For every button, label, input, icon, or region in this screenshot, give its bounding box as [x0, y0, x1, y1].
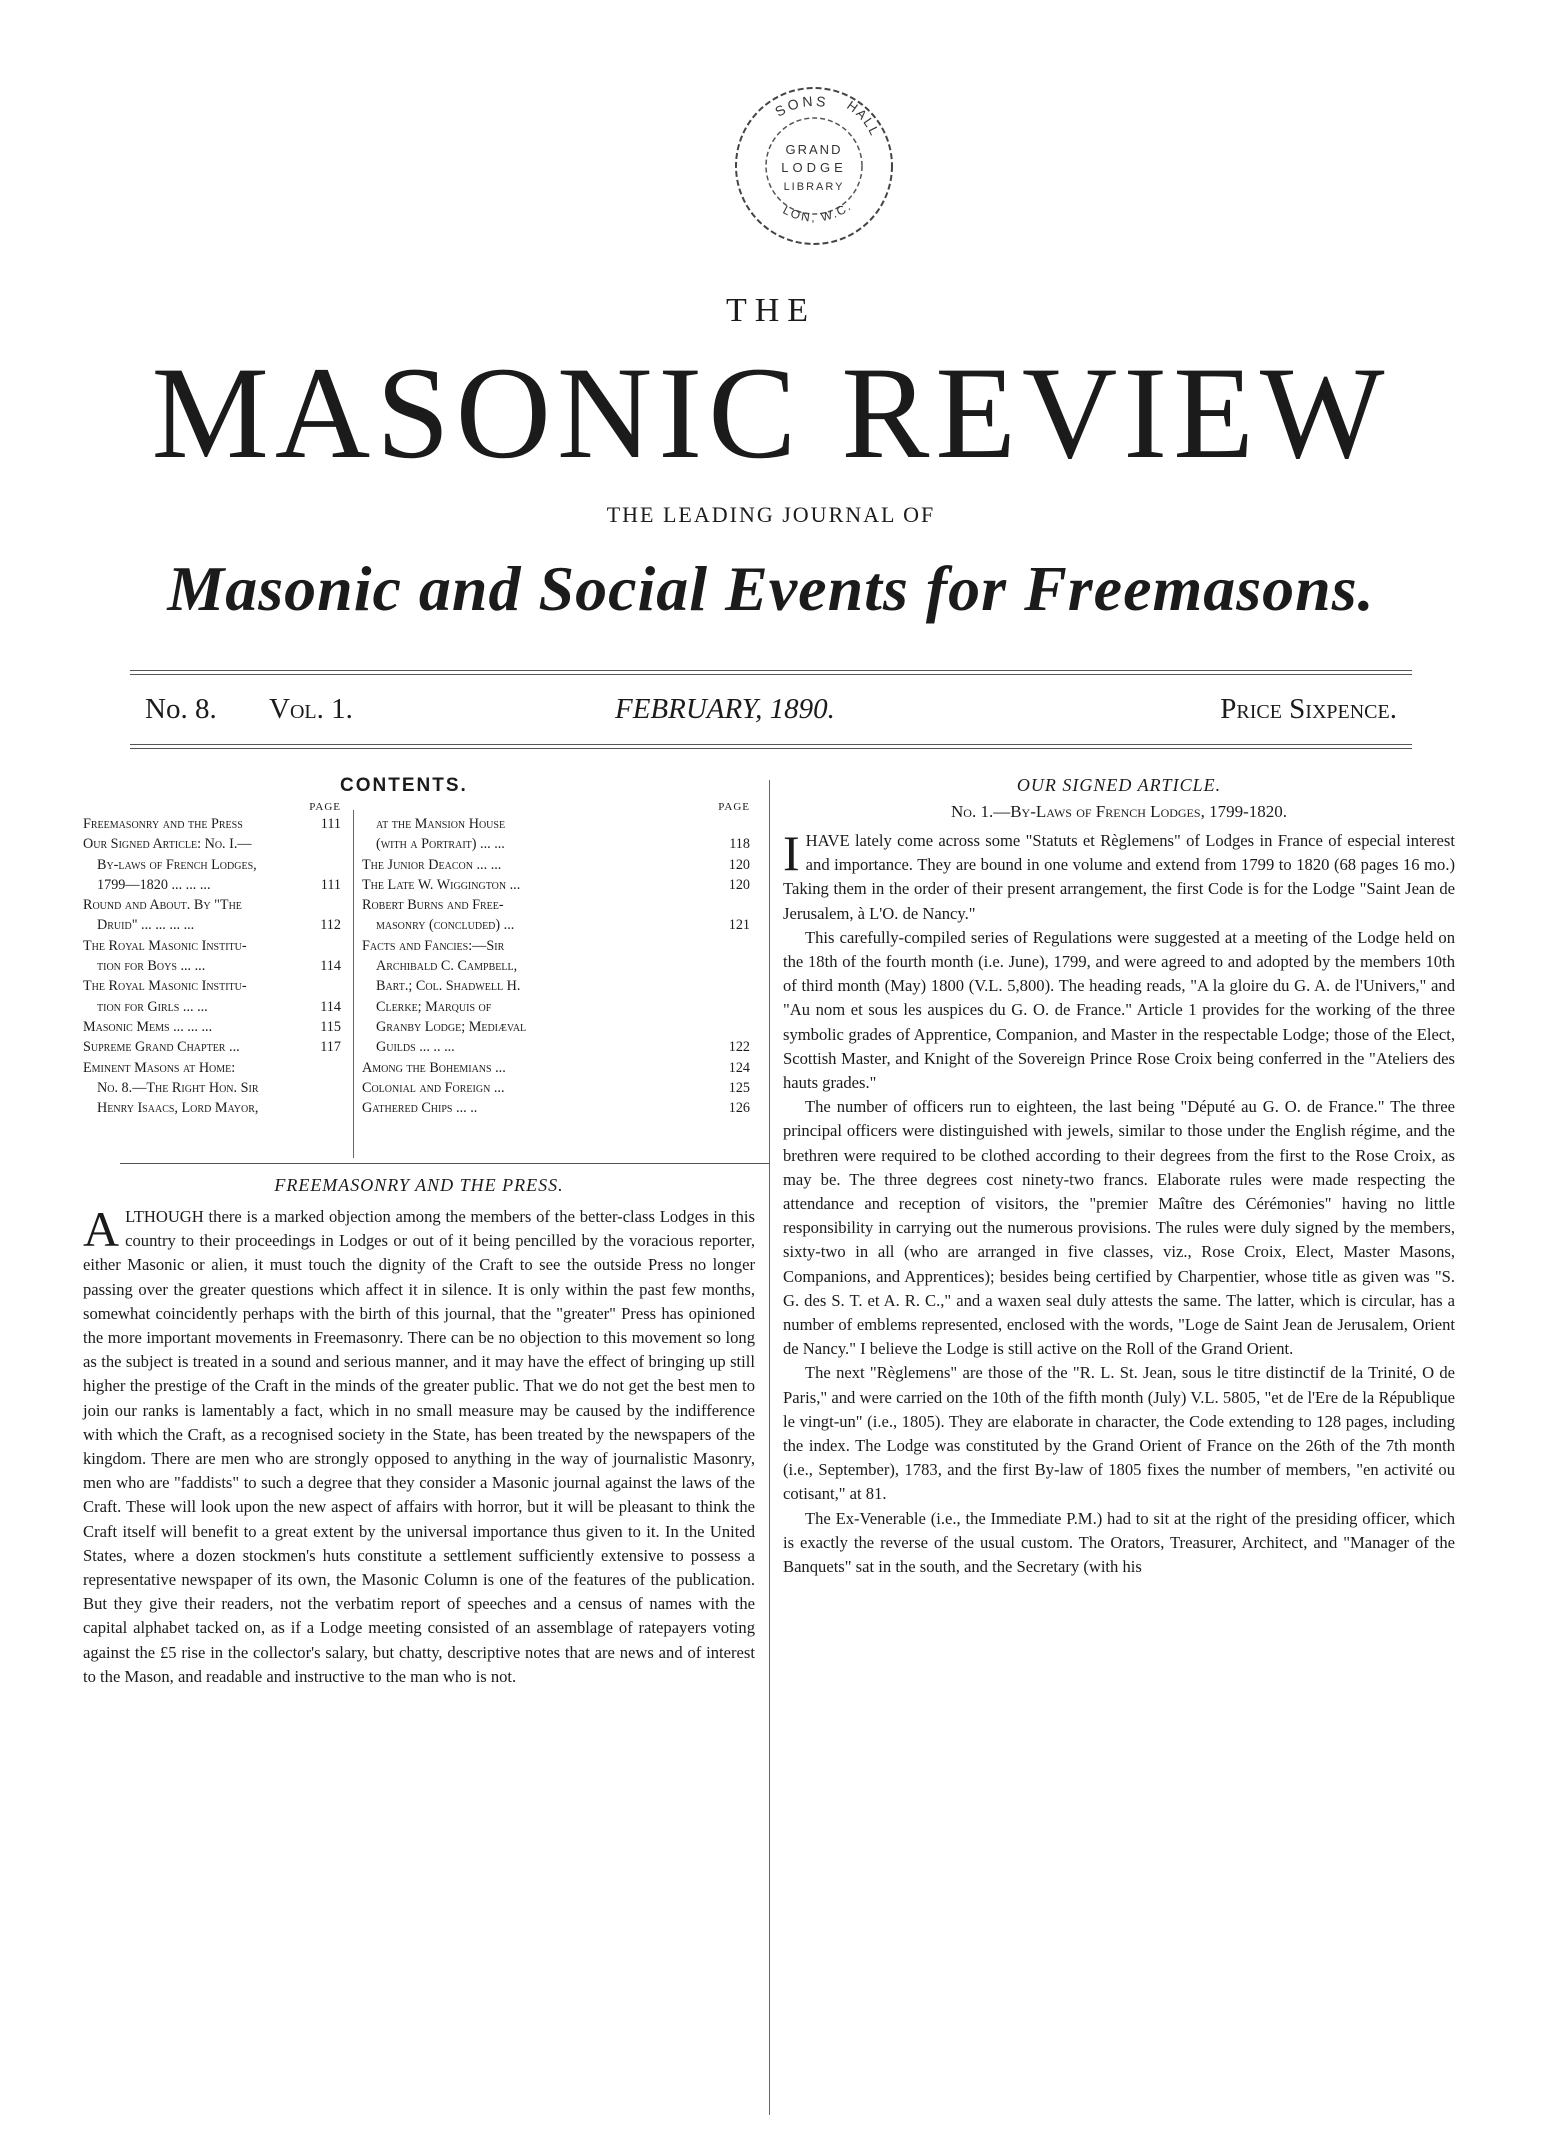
contents-entry: [362, 814, 750, 834]
contents-entry-page: 122: [728, 1039, 750, 1056]
contents-entry-page: [311, 895, 341, 915]
contents-entry-page: [311, 855, 341, 875]
contents-entry: [83, 855, 341, 875]
contents-entry: [362, 855, 750, 875]
masthead-title: MASONIC REVIEW: [151, 339, 1391, 486]
contents-left-column: [83, 800, 341, 1118]
contents-entry-title: tion for Boys ... ...: [97, 958, 206, 975]
contents-entry-title: Druid" ... ... ... ...: [97, 917, 195, 934]
contents-entry-title: at the Mansion House: [376, 816, 506, 832]
left-article-dropcap: A: [83, 1201, 120, 1257]
contents-entry-title: Facts and Fancies:—Sir: [362, 937, 505, 954]
contents-entry: [362, 895, 750, 915]
right-article-subtitle: No. 1.—By-Laws of French Lodges, 1799-1820.: [951, 802, 1287, 821]
contents-entry: [83, 834, 341, 854]
contents-entry-page: 112: [320, 917, 341, 934]
contents-entry-page: [311, 976, 341, 996]
left-article-text: LTHOUGH there is a marked objection among the members of the better-class Lodges in this country to their proceedings in Lodges or out of it being pencilled by the voracious reporter, either Masonic or alien, it must touch the dignity of the Craft to see the outside Press no longer passing over the greater questions which affect it in silence. It is only within the past few months, somewhat coincidently perhaps with the birth of this journal, that the "greater" Press has opinioned the more important movements in Freemasonry. There can be no objection to this movement so long as the subject is treated in a sound and serious manner, and it may have the effect of bringing up still higher the prestige of the Craft in the minds of the greater public. That we do not get the best men to join our ranks is lamentably a fact, which in no small measure may be caused by the indifference with which the Craft, as a recognised society in the State, has been treated by the newspapers of the kingdom. There are men who are strongly opposed to anything in the way of journalistic Masonry, men who are "faddists" to such a degree that they consider a Masonic journal against the laws of the Craft. These will look upon the new aspect of affairs with horror, but it will be pleasant to think the Craft itself will benefit to a great extent by the universal importance thus given to it. In the United States, where a dozen stockmen's huts constitute a settlement sufficiently extensive to possess a representative newspaper of its own, the Masonic Column is one of the features of the publication. But they give their readers, not the verbatim report of speeches and a census of names with the capital alphabet tacked on, as if a Lodge meeting consisted of an assemblage of ratepayers voting against the £5 rise in the collector's salary, but chatty, descriptive notes that are news and of interest to the Mason, and readable and instructive to the man who is not.: [83, 1207, 755, 1686]
contents-entry-page: [311, 936, 341, 956]
contents-entry-title: Masonic Mems ... ... ...: [83, 1018, 213, 1035]
contents-entry: [83, 1098, 341, 1118]
left-article-title: FREEMASONRY AND THE PRESS.: [274, 1175, 564, 1195]
contents-entry: [83, 1017, 341, 1037]
contents-entry-page: [720, 976, 750, 996]
contents-entry: [362, 1078, 750, 1098]
masthead-leading-line: THE LEADING JOURNAL OF: [606, 502, 936, 527]
contents-entry-title: Archibald C. Campbell,: [376, 958, 518, 975]
contents-entry-page: [311, 1058, 341, 1078]
issue-line: [145, 693, 1397, 733]
issue-volume: Vol. 1.: [269, 693, 353, 725]
contents-entry: [362, 834, 750, 854]
issue-price: Price Sixpence.: [1220, 693, 1397, 725]
contents-entry-title: The Late W. Wiggington ...: [362, 876, 521, 893]
contents-entry-page: [720, 895, 750, 915]
contents-entry-page: [311, 1078, 341, 1098]
contents-entry-page: 114: [320, 998, 341, 1015]
svg-text:LON, W.C.: [781, 199, 855, 225]
contents-entry-title: Gathered Chips ... ..: [362, 1100, 478, 1117]
contents-entry-page: [720, 814, 750, 834]
contents-entry: [362, 915, 750, 935]
contents-entry: [362, 936, 750, 956]
right-article-title: OUR SIGNED ARTICLE.: [1016, 775, 1222, 795]
left-article-body: [83, 1201, 755, 1689]
contents-entry-title: 1799—1820 ... ... ...: [97, 876, 211, 893]
right-article-paragraph-4: The next "Règlemens" are those of the "R. L. St. Jean, sous le titre distinctif de la Trinité, O de Paris," and were carried on the 10th of the fifth month (July) V.L. 5805, "et de l'Ere de la République le vingt-un" (i.e., 1805). They are elaborate in character, the Code extending to 128 pages, including the index. The Lodge was constituted by the Grand Orient of France on the 26th of the 7th month (i.e., September), 1783, and the first By-law of 1805 fixes the number of members, "en activité ou cotisant," at 81.: [783, 1363, 1455, 1504]
stamp-center-line-3: LIBRARY: [783, 181, 845, 193]
contents-entry-title: Colonial and Foreign ...: [362, 1079, 505, 1096]
contents-entry: [362, 976, 750, 996]
contents-page-label: PAGE: [309, 801, 341, 813]
contents-entry: [362, 997, 750, 1017]
contents-entry-title: Freemasonry and the Press: [83, 816, 243, 832]
svg-text:SONS: [772, 93, 830, 120]
issue-date: FEBRUARY, 1890.: [615, 693, 835, 725]
contents-entry: [83, 1037, 341, 1057]
masthead-subtitle: Masonic and Social Events for Freemasons.: [167, 553, 1375, 624]
contents-entry-page: 118: [729, 836, 750, 853]
right-article-dropcap: I: [783, 825, 800, 881]
right-article-paragraph-3: The number of officers run to eighteen, the last being "Député au G. O. de France." The three principal officers were distinguished with jewels, similar to those under the English régime, and the brethren were required to be clothed according to their degrees from the first to the Rose Croix, as may be. The three degrees cost ninety-two francs. Elaborate rules were made respecting the attendance and reception of visitors, the "premier Maître des Cérémonies" having no little responsibility in carrying out the numerous provisions. The rules were duly signed by the members, sixty-two in all (who are arranged in five classes, viz., Rose Croix, Elect, Master Masons, Companions, and Apprentices); besides being certified by Charpentier, whose title as given was "S. G. des S. T. et A. R. C.," and a waxen seal duly attests the same. The latter, which is circular, has a number of emblems represented, enclosed with the words, "Loge de Saint Jean de Jerusalem, Orient de Nancy." I believe the Lodge is still active on the Roll of the Grand Orient.: [783, 1097, 1455, 1359]
contents-entry-title: Round and About. By "The: [83, 897, 242, 914]
contents-entry: [362, 1017, 750, 1037]
contents-entry-page: [720, 936, 750, 956]
contents-entry: [83, 936, 341, 956]
contents-entry: [362, 956, 750, 976]
masthead-the: THE: [725, 292, 817, 329]
contents-entry-title: No. 8.—The Right Hon. Sir: [97, 1079, 259, 1096]
contents-entry-page: 120: [728, 856, 750, 873]
contents-entry-page: 124: [728, 1059, 750, 1076]
column-divider: [769, 780, 770, 2115]
contents-heading: CONTENTS.: [340, 775, 468, 796]
issue-double-rule-2: [130, 748, 1412, 749]
contents-entry-page: 120: [728, 876, 750, 893]
library-stamp: [728, 80, 900, 252]
svg-text:HALL: [844, 98, 883, 139]
stamp-center-line-2: LODGE: [781, 160, 847, 175]
contents-entry-page: [720, 1017, 750, 1037]
top-double-rule-2: [130, 674, 1412, 675]
right-article-paragraph-2: This carefully-compiled series of Regulations were suggested at a meeting of the Lodge held on the 18th of the fourth month (i.e. June), 1799, and were agreed to and adopted by the members 10th of third month (May) 1800 (V.L. 5,800). The heading reads, "A la gloire du G. A. de l'Univers," and "Au nom et sous les auspices du G. O. de France." Article 1 provides for the working of the three symbolic grades of Apprentice, Companion, and Master in the respectable Lodge; those of the Elect, Scottish Master, and Knight of the Sovereign Prince Rose Croix being conferred in the "Ateliers des hauts grades.": [783, 927, 1455, 1093]
contents-entry-title: tion for Girls ... ...: [97, 998, 208, 1015]
contents-entry-page: 114: [320, 958, 341, 975]
contents-entry-page: 125: [728, 1079, 750, 1096]
contents-entry-page: 115: [320, 1018, 341, 1035]
contents-entry-title: Henry Isaacs, Lord Mayor,: [97, 1100, 259, 1117]
contents-entry: [83, 895, 341, 915]
contents-entry-page: 111: [320, 816, 341, 832]
stamp-top-text: SONS: [772, 92, 830, 120]
stamp-right-text: HALL: [844, 97, 883, 140]
contents-entry-title: Supreme Grand Chapter ...: [83, 1039, 240, 1056]
contents-entry: [83, 1058, 341, 1078]
contents-entry-title: Guilds ... .. ...: [376, 1039, 455, 1056]
contents-entry-title: (with a Portrait) ... ...: [376, 836, 505, 853]
top-double-rule: [130, 670, 1412, 671]
contents-right-column: [362, 800, 750, 1118]
contents-entry-title: The Royal Masonic Institu-: [83, 978, 247, 995]
stamp-bottom-text: LON, W.C.: [780, 198, 855, 225]
contents-entry-title: Clerke; Marquis of: [376, 998, 492, 1015]
contents-entry-title: Among the Bohemians ...: [362, 1059, 506, 1076]
contents-entry: [362, 1098, 750, 1118]
contents-entry-title: masonry (concluded) ...: [376, 917, 515, 934]
contents-entry-page: [311, 1098, 341, 1118]
issue-number: No. 8.: [145, 693, 217, 725]
right-article-paragraph-1: IHAVE lately come across some "Statuts et Règlemens" of Lodges in France of especial interest and importance. They are bound in one volume and extend from 1799 to 1820 (68 pages 16 mo.) Taking them in the order of their present arrangement, the first Code is for the Lodge "Saint Jean de Jerusalem, à L'O. de Nancy.": [783, 825, 1455, 923]
contents-bottom-rule: [120, 1163, 770, 1164]
contents-entry: [362, 875, 750, 895]
contents-entry: [83, 1078, 341, 1098]
contents-entry-page: 111: [320, 876, 341, 893]
contents-entry: [362, 1037, 750, 1057]
contents-entry-page: 117: [320, 1039, 341, 1056]
contents-page-label-right: PAGE: [718, 801, 750, 813]
contents-entry: [83, 997, 341, 1017]
contents-divider: [353, 810, 354, 1158]
contents-entry: [83, 976, 341, 996]
contents-entry-page: [720, 956, 750, 976]
contents-entry: [83, 814, 341, 834]
contents-entry-page: [720, 997, 750, 1017]
contents-entry-title: Robert Burns and Free-: [362, 897, 504, 914]
issue-double-rule: [130, 744, 1412, 745]
contents-entry-title: Bart.; Col. Shadwell H.: [376, 978, 521, 995]
stamp-center-line-1: GRAND: [785, 142, 843, 157]
right-article-paragraph-5: The Ex-Venerable (i.e., the Immediate P.M.) had to sit at the right of the presiding officer, which is exactly the reverse of the usual custom. The Orators, Treasurer, Architect, and "Manager of the Banquets" sat in the south, and the Secretary (with his: [783, 1508, 1455, 1577]
contents-entry-title: The Royal Masonic Institu-: [83, 937, 247, 954]
contents-entry-page: [311, 834, 341, 854]
contents-entry: [83, 875, 341, 895]
contents-entry-title: Granby Lodge; Mediæval: [376, 1018, 527, 1035]
contents-entry-title: Our Signed Article: No. I.—: [83, 836, 252, 853]
right-article-body: [783, 825, 1455, 1579]
contents-entry-page: 126: [728, 1100, 750, 1117]
contents-entry-title: The Junior Deacon ... ...: [362, 856, 502, 873]
contents-entry-page: 121: [728, 917, 750, 934]
contents-entry-title: Eminent Masons at Home:: [83, 1059, 236, 1076]
contents-entry-title: By-laws of French Lodges,: [97, 856, 257, 873]
contents-entry: [83, 956, 341, 976]
contents-entry: [83, 915, 341, 935]
contents-entry: [362, 1058, 750, 1078]
